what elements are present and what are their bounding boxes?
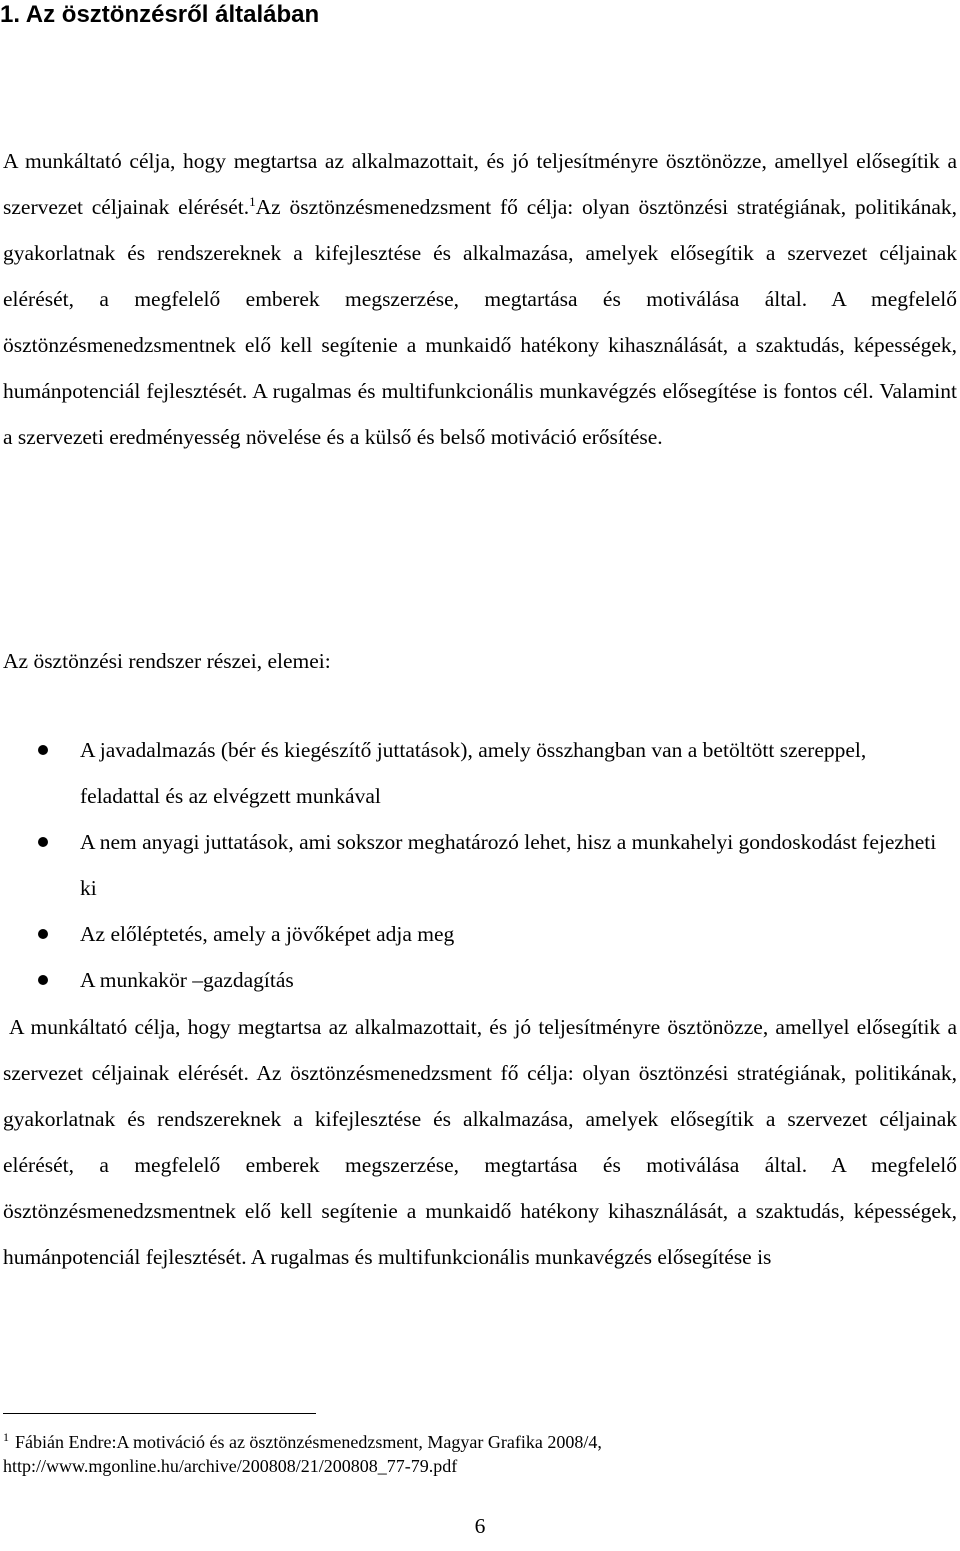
footnote-divider [3,1413,316,1414]
footnote-citation: Fábián Endre:A motiváció és az ösztönzésmenedzsment, Magyar Grafika 2008/4, [15,1432,602,1452]
list-item [0,727,940,819]
bullet-list [0,727,960,1003]
footnote [3,1430,953,1478]
list-intro: Az ösztönzési rendszer részei, elemei: [3,649,331,673]
list-item [0,911,940,957]
list-item-text: A nem anyagi juttatások, ami sokszor meghatározó lehet, hisz a munkahelyi gondoskodást fejezheti ki [80,830,937,900]
list-item-text: A javadalmazás (bér és kiegészítő juttatások), amely összhangban van a betöltött szereppel, feladattal és az elvégzett munkával [80,738,867,808]
repeated-paragraph: A munkáltató célja, hogy megtartsa az alkalmazottait, és jó teljesítményre ösztönözze, amellyel elősegítik a szervezet céljainak elérését. Az ösztönzésmenedzsment fő célja: olyan ösztönzési stratégiának, politikának, gyakorlatnak és rendszereknek a kifejlesztése és alkalmazása, amelyek elősegítik a szervezet céljainak elérését, a megfelelő emberek megszerzése, megtartása és motiválása által. A megfelelő ösztönzésmenedzsmentnek elő kell segítenie a munkaidő hatékony kihasználását, a szaktudás, képességek, humánpotenciál fejlesztését. A rugalmas és multifunkcionális munkavégzés elősegítése is [3,1015,957,1269]
footnote-marker: 1 [3,1430,9,1444]
bullet-icon [38,745,48,755]
section-heading: 1. Az ösztönzésről általában [0,1,320,28]
list-item-text: A munkakör –gazdagítás [80,968,294,992]
footnote-link[interactable]: http://www.mgonline.hu/archive/200808/21/200808_77-79.pdf [3,1456,458,1476]
footnote-reference[interactable]: 1 [249,194,256,209]
paragraph-text-part-1: A munkáltató célja, hogy megtartsa az alkalmazottait, és jó teljesítményre ösztönözze, amellyel elősegítik a szervezet céljainak elérését. [3,149,957,219]
intro-paragraph [3,138,957,460]
list-item [0,957,940,1003]
page-number: 6 [474,1514,486,1538]
list-item [0,819,940,911]
bullet-icon [38,929,48,939]
bullet-icon [38,837,48,847]
bullet-icon [38,975,48,985]
list-item-text: Az előléptetés, amely a jövőképet adja meg [80,922,455,946]
paragraph-text-part-2: Az ösztönzésmenedzsment fő célja: olyan ösztönzési stratégiának, politikának, gyakorlatnak és rendszereknek a kifejlesztése és alkalmazása, amelyek elősegítik a szervezet céljainak elérését, a megfelelő emberek megszerzése, megtartása és motiválása által. A megfelelő ösztönzésmenedzsmentnek elő kell segítenie a munkaidő hatékony kihasználását, a szaktudás, képességek, humánpotenciál fejlesztését. A rugalmas és multifunkcionális munkavégzés elősegítése is fontos cél. Valamint a szervezeti eredményesség növelése és a külső és belső motiváció erősítése. [3,195,958,449]
